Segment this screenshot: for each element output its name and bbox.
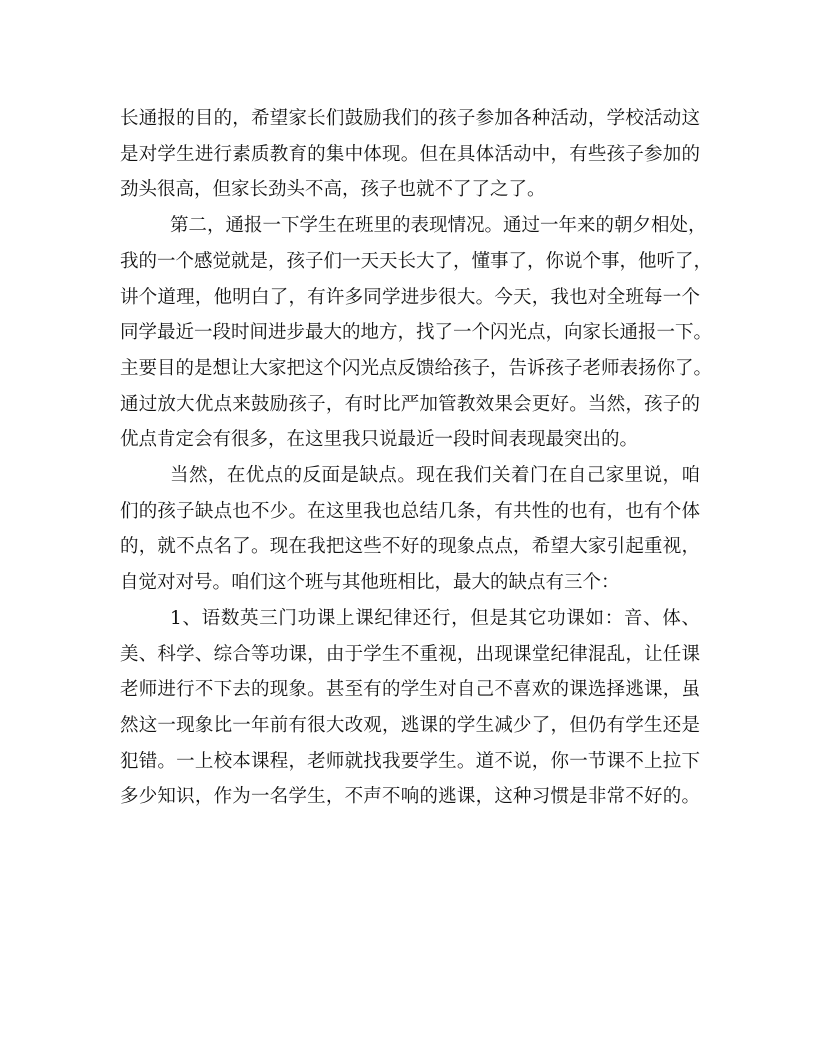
paragraph-line: 1、语数英三门功课上课纪律还行，但是其它功课如：音、体、 [170, 607, 700, 629]
paragraph-line: 通过放大优点来鼓励孩子，有时比严加管教效果会更好。当然，孩子的 [120, 393, 700, 415]
paragraph-line: 长通报的目的，希望家长们鼓励我们的孩子参加各种活动，学校活动这 [120, 108, 700, 129]
paragraph-4 [120, 601, 700, 815]
paragraph-line: 老师进行不下去的现象。甚至有的学生对自己不喜欢的课选择逃课，虽 [120, 679, 700, 701]
paragraph-line: 主要目的是想让大家把这个闪光点反馈给孩子，告诉孩子老师表扬你了。 [120, 357, 713, 379]
paragraph-line: 我的一个感觉就是，孩子们一天天长大了，懂事了，你说个事，他听了， [120, 250, 713, 272]
paragraph-line: 多少知识，作为一名学生，不声不响的逃课，这种习惯是非常不好的。 [120, 786, 700, 808]
document-body [120, 101, 713, 815]
paragraph-line: 同学最近一段时间进步最大的地方，找了一个闪光点，向家长通报一下。 [120, 322, 713, 344]
paragraph-2 [120, 208, 713, 458]
paragraph-3 [120, 458, 700, 601]
paragraph-line: 然这一现象比一年前有很大改观，逃课的学生减少了，但仍有学生还是 [120, 714, 700, 736]
paragraph-line: 自觉对对号。咱们这个班与其他班相比，最大的缺点有三个： [120, 572, 620, 594]
paragraph-line: 当然，在优点的反面是缺点。现在我们关着门在自己家里说，咱 [170, 465, 700, 487]
paragraph-line: 讲个道理，他明白了，有许多同学进步很大。今天，我也对全班每一个 [120, 286, 700, 308]
paragraph-1 [120, 101, 700, 208]
paragraph-line: 劲头很高，但家长劲头不高，孩子也就不了了之了。 [120, 179, 546, 201]
paragraph-line: 犯错。一上校本课程，老师就找我要学生。道不说，你一节课不上拉下 [120, 750, 700, 772]
paragraph-line: 第二，通报一下学生在班里的表现情况。通过一年来的朝夕相处， [170, 215, 707, 237]
paragraph-line: 是对学生进行素质教育的集中体现。但在具体活动中，有些孩子参加的 [120, 143, 700, 165]
paragraph-line: 们的孩子缺点也不少。在这里我也总结几条，有共性的也有，也有个体 [120, 500, 700, 522]
paragraph-line: 美、科学、综合等功课，由于学生不重视，出现课堂纪律混乱，让任课 [120, 643, 700, 665]
paragraph-line: 的，就不点名了。现在我把这些不好的现象点点，希望大家引起重视， [120, 536, 700, 558]
paragraph-line: 优点肯定会有很多，在这里我只说最近一段时间表现最突出的。 [120, 429, 639, 451]
